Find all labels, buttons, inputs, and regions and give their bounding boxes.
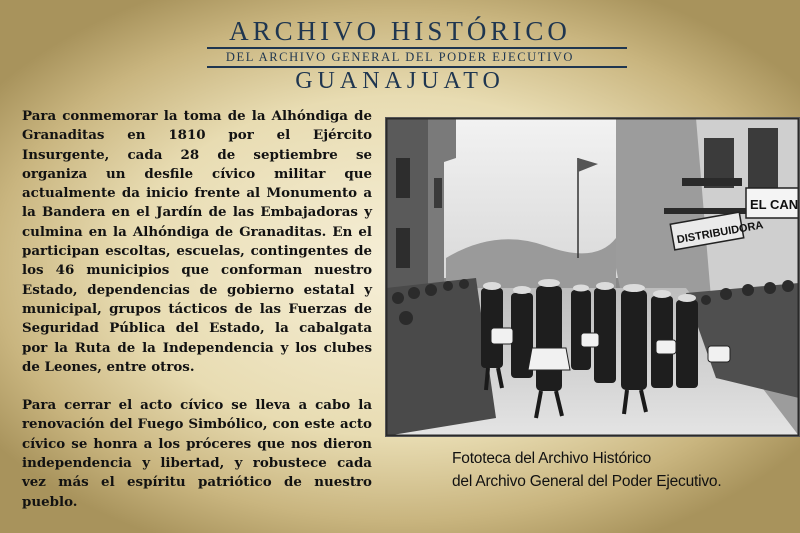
photo-caption xyxy=(452,447,782,493)
article-paragraph-2: Para cerrar el acto cívico se lleva a cabo la renovación del Fuego Simbólico, con este acto cívico se honra a los próceres que nos dieron independencia y libertad, y robustece cada vez más el espíritu patriótico de nuestro pueblo. xyxy=(22,397,372,510)
parade-photo xyxy=(386,118,799,436)
page-subtitle: DEL ARCHIVO GENERAL DEL PODER EJECUTIVO xyxy=(225,50,575,64)
caption-line-1: Fototeca del Archivo Histórico xyxy=(452,450,652,467)
article-paragraph-1: Para conmemorar la toma de la Alhóndiga de Granaditas en 1810 por el Ejército Insurgente, cada 28 de septiembre se organiza un desfile cívico militar que actualmente da inicio frente al Monumento a la Bandera en el Jardín de las Embajadoras y culmina en la Alhóndiga de Granaditas. En el participan escoltas, escuelas, contingentes de los 46 municipios que conforman nuestro Estado, dependencias de gobierno estatal y municipal, grupos tácticos de las Fuerzas de Seguridad Pública del Estado, la cabalgata por la Ruta de la Independencia y los clubes de Leones, entre otros. xyxy=(22,108,372,375)
page-state-title: GUANAJUATO xyxy=(295,68,505,94)
parade-photo-illustration xyxy=(386,118,799,436)
caption-line-2: del Archivo General del Poder Ejecutivo. xyxy=(452,473,722,490)
sign-el-can: EL CAN xyxy=(750,197,799,212)
page-title: ARCHIVO HISTÓRICO xyxy=(229,16,571,46)
article-body xyxy=(22,107,372,512)
sign-distribuidora: DISTRIBUIDORA xyxy=(676,219,765,247)
